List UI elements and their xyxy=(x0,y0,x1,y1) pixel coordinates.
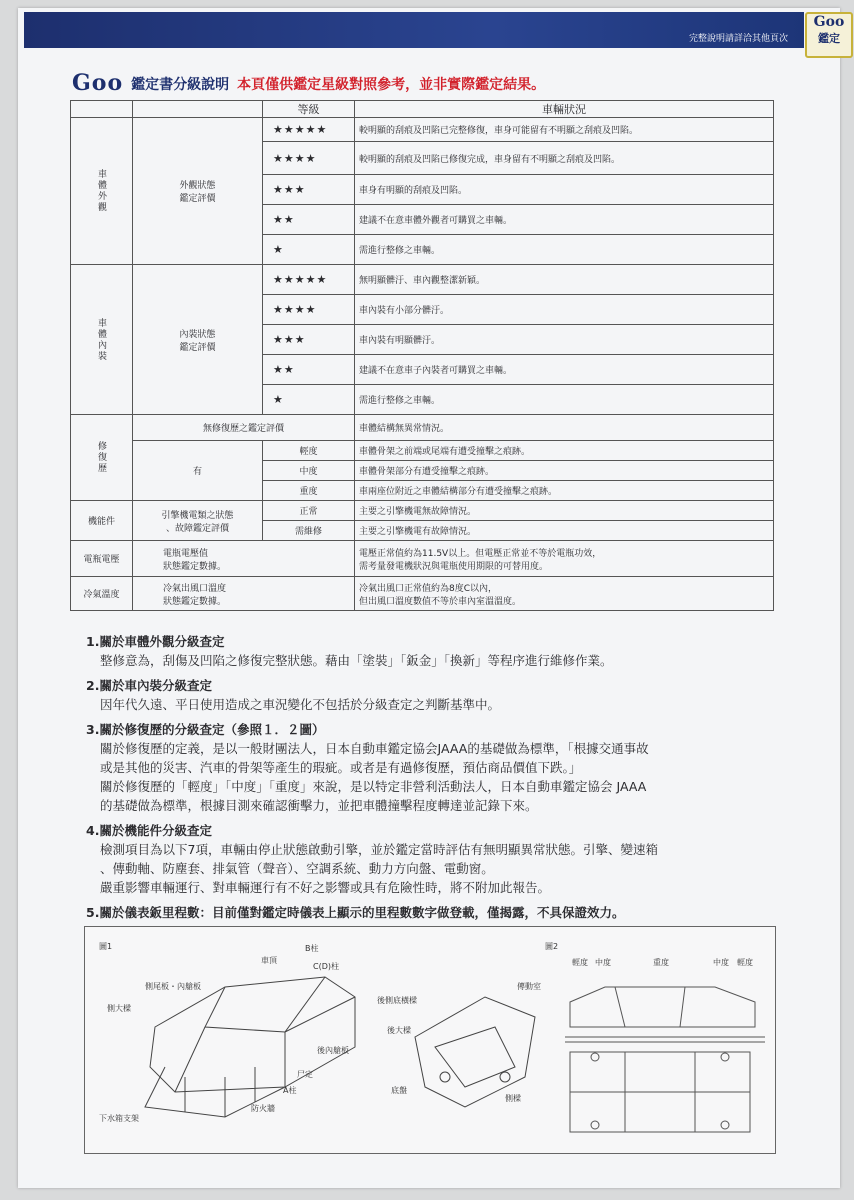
stars: ★★ xyxy=(263,205,355,235)
note-heading: 3.關於修復歷的分級查定（參照１．２圖） xyxy=(86,722,325,737)
header-bar xyxy=(24,12,804,48)
notes-section xyxy=(86,632,786,928)
note-heading: 4.關於機能件分級查定 xyxy=(86,823,212,838)
table-row xyxy=(71,441,774,461)
callout-label: 尸定 xyxy=(297,1070,313,1079)
grade-table xyxy=(70,100,774,611)
note-body: 檢測項目為以下7項，車輛由停止狀態啟動引擎，並於鑑定當時評估有無明顯異常狀態。引擎、變速箱 xyxy=(100,842,658,857)
mechanical-label: 引擎機電類之狀態 、故障鑑定評價 xyxy=(133,501,263,541)
status-desc: 車體骨架之前端或尾端有遭受撞擊之痕跡。 xyxy=(355,441,774,461)
status-desc: 車體結構無異常情況。 xyxy=(355,415,774,441)
callout-label: 中度 xyxy=(713,958,729,967)
fig2-label: 圖2 xyxy=(545,942,559,951)
callout-label: 後側底橫樑 xyxy=(377,996,417,1005)
status-desc: 主要之引擎機電無故障情況。 xyxy=(355,501,774,521)
note-3 xyxy=(86,720,786,815)
status-desc: 無明顯髒汙、車內觀整潔新穎。 xyxy=(355,265,774,295)
callout-label: 車頂 xyxy=(261,956,277,965)
callout-label: 側大樑 xyxy=(107,1004,131,1013)
status-desc: 建議不在意車子內裝者可購買之車輛。 xyxy=(355,355,774,385)
status-desc: 車體骨架部分有遭受撞擊之痕跡。 xyxy=(355,461,774,481)
table-row xyxy=(71,577,774,611)
repair-level: 重度 xyxy=(263,481,355,501)
fig1-label: 圖1 xyxy=(99,942,113,951)
table-row xyxy=(71,541,774,577)
status-desc: 需進行整修之車輛。 xyxy=(355,235,774,265)
table-row xyxy=(71,415,774,441)
stars: ★ xyxy=(263,235,355,265)
status-desc: 建議不在意車體外觀者可購買之車輛。 xyxy=(355,205,774,235)
repair-level: 中度 xyxy=(263,461,355,481)
section-ac: 冷氣溫度 xyxy=(71,577,133,611)
status-desc: 需進行整修之車輛。 xyxy=(355,385,774,415)
callout-label: 後內艙板 xyxy=(317,1046,349,1055)
stars: ★★ xyxy=(263,355,355,385)
repair-has-label: 有 xyxy=(133,441,263,501)
note-body: 關於修復歷的「輕度」「中度」「重度」來說，是以特定非營利活動法人，日本自動車鑑定協会 JAAA xyxy=(100,779,647,794)
note-body: 關於修復歷的定義，是以一般財團法人，日本自動車鑑定協会JAAA的基礎做為標準，「根據交通事故 xyxy=(100,741,649,756)
car-structure-diagram xyxy=(84,926,776,1154)
callout-label: C(D)柱 xyxy=(313,962,339,971)
note-5 xyxy=(86,903,786,922)
header-status: 車輛狀況 xyxy=(355,101,774,118)
fig2-callouts xyxy=(572,957,753,967)
ac-label: 冷氣出風口溫度 狀態鑑定數據。 xyxy=(133,577,355,611)
header-bar-text: 完整說明請詳洽其他頁次 xyxy=(688,34,788,44)
stars: ★★★ xyxy=(263,175,355,205)
callout-label: 重度 xyxy=(653,958,669,967)
note-heading: 1.關於車體外觀分級查定 xyxy=(86,634,225,649)
note-heading: 2.關於車內裝分級查定 xyxy=(86,678,212,693)
note-heading: 5.關於儀表鈑里程數：目前僅對鑑定時儀表上顯示的里程數數字做登載，僅揭露，不具保證效力。 xyxy=(86,905,625,920)
note-body: 的基礎做為標準，根據目測來確認衝擊力，並把車體撞擊程度轉達並記錄下來。 xyxy=(100,798,538,813)
status-desc: 較明顯的刮痕及凹陷已修復完成，車身留有不明顯之刮痕及凹陷。 xyxy=(355,142,774,175)
callout-label: 輕度 xyxy=(737,958,753,967)
stars: ★★★★ xyxy=(263,295,355,325)
battery-label: 電瓶電壓值 狀態鑑定數據。 xyxy=(133,541,355,577)
note-2 xyxy=(86,676,786,714)
section-exterior: 車體外觀 xyxy=(71,118,133,265)
title-note: 本頁僅供鑑定星級對照參考，並非實際鑑定結果。 xyxy=(237,77,546,93)
goo-logo: Goo xyxy=(72,70,124,96)
badge-top-text: Goo xyxy=(813,14,845,30)
status-desc: 車身有明顯的刮痕及凹陷。 xyxy=(355,175,774,205)
mechanical-level: 正常 xyxy=(263,501,355,521)
goo-badge-logo xyxy=(805,12,853,58)
callout-label: 側尾板・內艙板 xyxy=(145,982,201,991)
callout-label: 輕度 xyxy=(572,958,588,967)
status-desc: 電壓正常值約為11.5V以上。但電壓正常並不等於電瓶功效， 需考量發電機狀況與電瓶使用期限的可替用度。 xyxy=(355,541,774,577)
note-body: 因年代久遠、平日使用造成之車況變化不包括於分級查定之判斷基準中。 xyxy=(100,697,501,712)
section-repair: 修復歷 xyxy=(71,415,133,501)
status-desc: 車內裝有明顯髒汙。 xyxy=(355,325,774,355)
stars: ★★★ xyxy=(263,325,355,355)
note-4 xyxy=(86,821,786,897)
callout-label: 後大樑 xyxy=(387,1026,411,1035)
section-battery: 電瓶電壓 xyxy=(71,541,133,577)
callout-label: 側樑 xyxy=(505,1094,521,1103)
note-body: 、傳動軸、防塵套、排氣管（聲音）、空調系統、動力方向盤、電動窗。 xyxy=(100,861,494,876)
callout-label: A柱 xyxy=(283,1086,297,1095)
header-grade: 等級 xyxy=(263,101,355,118)
table-row xyxy=(71,118,774,142)
table-row xyxy=(71,501,774,521)
status-desc: 車內裝有小部分髒汙。 xyxy=(355,295,774,325)
stars: ★ xyxy=(263,385,355,415)
stars: ★★★★ xyxy=(263,142,355,175)
note-1 xyxy=(86,632,786,670)
status-desc: 車兩座位附近之車體結構部分有遭受撞擊之痕跡。 xyxy=(355,481,774,501)
page-title xyxy=(72,70,545,94)
repair-level: 輕度 xyxy=(263,441,355,461)
badge-bottom-text: 鑑定 xyxy=(818,32,840,45)
callout-label: 中度 xyxy=(595,958,611,967)
callout-label: 底盤 xyxy=(391,1086,407,1095)
section-mechanical: 機能件 xyxy=(71,501,133,541)
note-body: 或是其他的災害、汽車的骨架等產生的瑕疵。或者是有過修復歷，預估商品價值下跌。」 xyxy=(100,760,582,775)
stars: ★★★★★ xyxy=(263,118,355,142)
repair-none-label: 無修復歷之鑑定評價 xyxy=(133,415,355,441)
stars: ★★★★★ xyxy=(263,265,355,295)
fig1-callouts xyxy=(99,943,541,1123)
interior-label: 內裝狀態 鑑定評價 xyxy=(133,265,263,415)
car-side-drawing xyxy=(565,987,765,1132)
callout-label: B柱 xyxy=(305,944,319,953)
callout-label: 防火牆 xyxy=(251,1104,275,1113)
diagram-svg xyxy=(85,927,775,1153)
table-row xyxy=(71,265,774,295)
status-desc: 主要之引擎機電有故障情況。 xyxy=(355,521,774,541)
status-desc: 冷氣出風口正常值約為8度C以內， 但出風口溫度數值不等於車內室溫溫度。 xyxy=(355,577,774,611)
callout-label: 傳動室 xyxy=(517,982,541,991)
section-interior: 車體內裝 xyxy=(71,265,133,415)
note-body: 整修意為，刮傷及凹陷之修復完整狀態。藉由「塗裝」「鈑金」「換新」等程序進行維修作業。 xyxy=(100,653,613,668)
exterior-label: 外觀狀態 鑑定評價 xyxy=(133,118,263,265)
title-main: 鑑定書分級說明 xyxy=(131,77,230,93)
status-desc: 較明顯的刮痕及凹陷已完整修復，車身可能留有不明顯之刮痕及凹陷。 xyxy=(355,118,774,142)
table-header-row xyxy=(71,101,774,118)
callout-label: 下水箱支架 xyxy=(99,1114,139,1123)
note-body: 嚴重影響車輛運行、對車輛運行有不好之影響或具有危險性時，將不附加此報告。 xyxy=(100,880,551,895)
mechanical-level: 需維修 xyxy=(263,521,355,541)
